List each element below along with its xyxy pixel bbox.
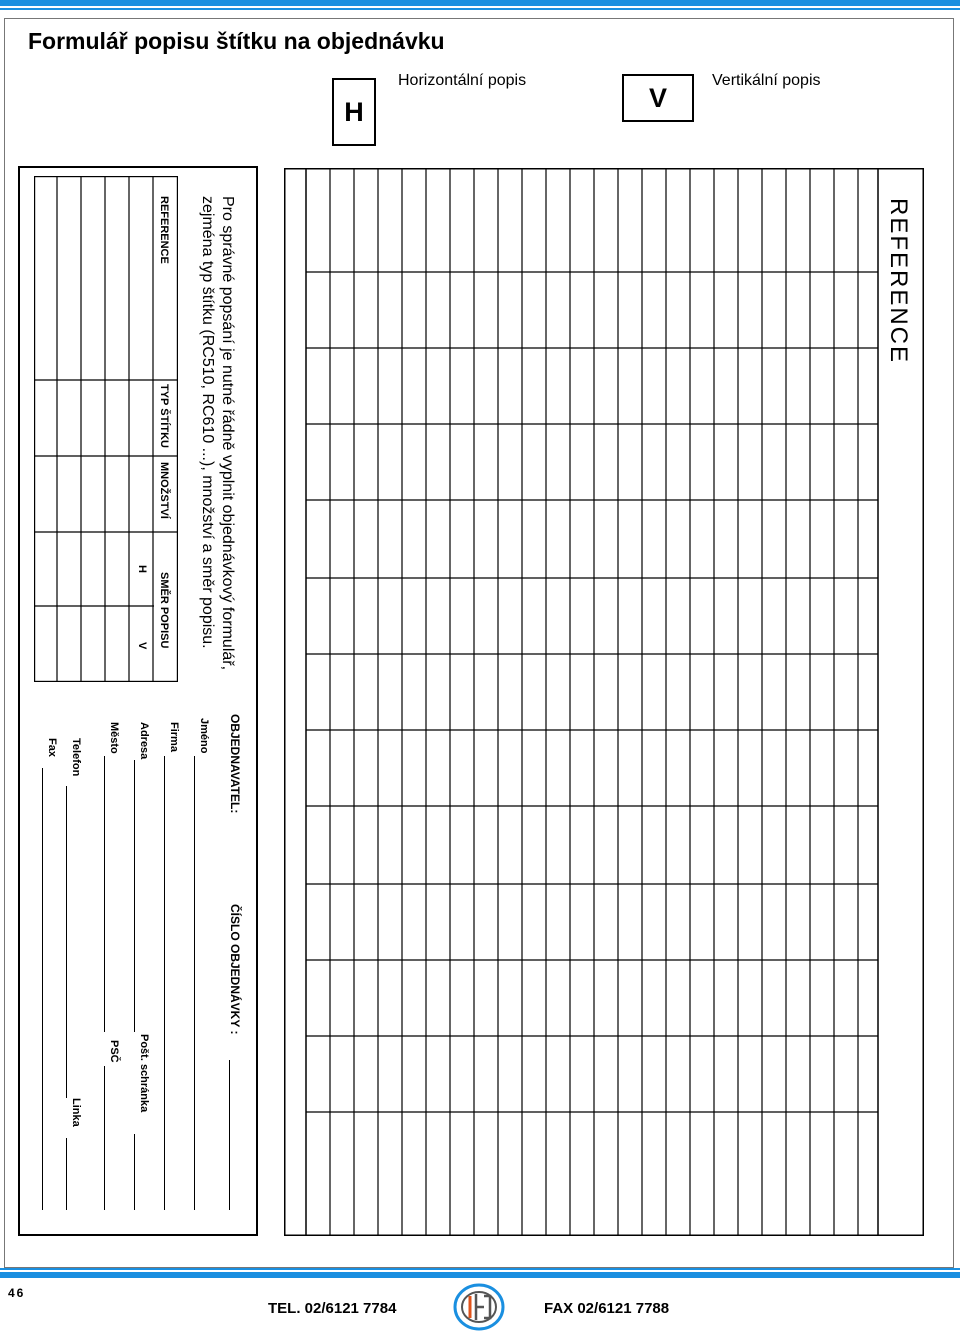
fax-field[interactable]	[42, 768, 43, 1210]
phone-label: Telefon	[70, 738, 82, 777]
footer-tel: TEL. 02/6121 7784	[268, 1300, 397, 1317]
company-label: Firma	[168, 722, 180, 752]
order-table	[34, 176, 178, 682]
footer-fax: FAX 02/6121 7788	[544, 1300, 670, 1317]
company-logo-icon	[452, 1282, 506, 1332]
address-field[interactable]	[134, 760, 135, 1032]
dir-v: V	[136, 642, 148, 650]
grid-heading: REFERENCE	[885, 198, 912, 365]
name-label: Jméno	[198, 718, 210, 754]
order-number-label: ČÍSLO OBJEDNÁVKY :	[228, 904, 242, 1035]
bottom-bar-thin	[0, 1268, 960, 1270]
reference-grid	[284, 168, 924, 1236]
col-reference: REFERENCE	[158, 196, 170, 264]
po-box-field[interactable]	[134, 1134, 135, 1210]
company-field[interactable]	[164, 756, 165, 1210]
fax-label: Fax	[46, 738, 58, 757]
vertical-label: Vertikální popis	[712, 72, 821, 89]
col-direction: SMĚR POPISU	[158, 572, 170, 649]
horizontal-box: H	[332, 78, 376, 146]
name-field[interactable]	[194, 756, 195, 1210]
city-label: Město	[108, 722, 120, 754]
top-bar-thin	[0, 8, 960, 10]
zip-label: PSČ	[108, 1040, 120, 1063]
extension-field[interactable]	[66, 1138, 67, 1210]
extension-label: Linka	[70, 1098, 82, 1127]
instructions-line-2: zejména typ štítku (RC510, RC610 ...), množství a směr popisu.	[199, 196, 216, 649]
top-bar	[0, 0, 960, 6]
page-number: 46	[8, 1286, 26, 1300]
dir-h: H	[136, 565, 148, 573]
instructions-line-1: Pro správné popsání je nutné řádně vyplnit objednávkový formulář,	[219, 196, 236, 671]
col-quantity: MNOŽSTVÍ	[158, 462, 170, 519]
city-field[interactable]	[104, 756, 105, 1032]
page-title: Formulář popisu štítku na objednávku	[28, 28, 445, 54]
phone-field[interactable]	[66, 786, 67, 1098]
address-label: Adresa	[138, 722, 150, 760]
horizontal-label: Horizontální popis	[398, 72, 527, 89]
zip-field[interactable]	[104, 1066, 105, 1210]
bottom-bar	[0, 1272, 960, 1278]
orderer-form	[20, 690, 256, 1230]
vertical-box: V	[622, 74, 694, 122]
orderer-heading: OBJEDNAVATEL:	[228, 714, 242, 814]
col-type: TYP ŠTÍTKU	[158, 384, 170, 448]
order-number-field[interactable]	[229, 1060, 230, 1210]
po-box-label: Pošt. schránka	[138, 1034, 150, 1113]
